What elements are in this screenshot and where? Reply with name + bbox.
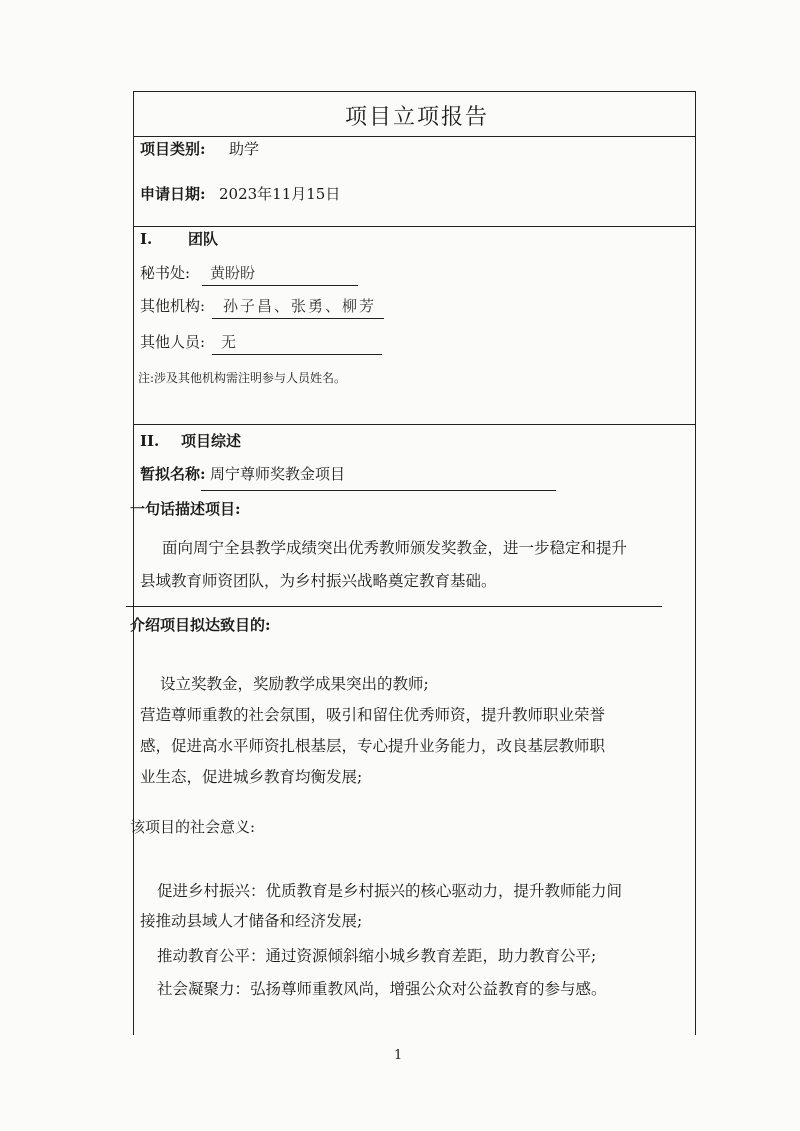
other-orgs-value: 孙子昌、张勇、柳芳 bbox=[223, 297, 377, 315]
page-number: 1 bbox=[394, 1048, 403, 1063]
project-name-label: 暂拟名称: bbox=[140, 465, 206, 483]
goals-line-2: 营造尊师重教的社会氛围，吸引和留住优秀师资，提升教师职业荣誉 bbox=[140, 706, 606, 724]
project-name-value: 周宁尊师奖教金项目 bbox=[210, 465, 346, 483]
significance-label: 该项目的社会意义: bbox=[130, 818, 256, 836]
one-line-line-1: 面向周宁全县教学成绩突出优秀教师颁发奖教金，进一步稳定和提升 bbox=[162, 539, 628, 557]
other-orgs-label: 其他机构: bbox=[140, 297, 206, 315]
date-value: 2023年11月15日 bbox=[219, 185, 341, 203]
section-i-numeral: I. bbox=[140, 230, 153, 248]
secretariat-value: 黄盼盼 bbox=[210, 264, 256, 282]
section-i-heading: 团队 bbox=[188, 230, 219, 248]
date-label: 申请日期: bbox=[140, 185, 206, 203]
category-value: 助学 bbox=[229, 140, 260, 158]
section-ii-numeral: II. bbox=[140, 432, 160, 450]
page-title: 项目立项报告 bbox=[345, 105, 490, 130]
project-name-underline bbox=[201, 490, 556, 491]
goals-line-4: 业生态，促进城乡教育均衡发展; bbox=[140, 768, 363, 786]
title-divider bbox=[133, 136, 695, 137]
other-orgs-underline bbox=[212, 318, 384, 319]
other-people-label: 其他人员: bbox=[140, 333, 206, 351]
one-line-underline bbox=[126, 606, 662, 607]
significance-line-2: 接推动县域人才储备和经济发展; bbox=[140, 912, 363, 930]
goals-line-1: 设立奖教金，奖励教学成果突出的教师; bbox=[160, 675, 429, 693]
other-people-value: 无 bbox=[221, 333, 237, 351]
secretariat-underline bbox=[202, 285, 358, 286]
section-ii-heading: 项目综述 bbox=[181, 432, 242, 450]
other-people-underline bbox=[212, 354, 382, 355]
goals-line-3: 感，促进高水平师资扎根基层，专心提升业务能力，改良基层教师职 bbox=[140, 737, 606, 755]
secretariat-label: 秘书处: bbox=[140, 264, 191, 282]
one-line-label: 一句话描述项目: bbox=[130, 500, 241, 518]
significance-line-3: 推动教育公平：通过资源倾斜缩小城乡教育差距，助力教育公平; bbox=[157, 947, 597, 965]
category-label: 项目类别: bbox=[140, 140, 206, 158]
section-divider-2 bbox=[133, 424, 695, 425]
significance-line-1: 促进乡村振兴：优质教育是乡村振兴的核心驱动力，提升教师能力间 bbox=[157, 882, 623, 900]
goals-label: 介绍项目拟达致目的: bbox=[130, 616, 271, 634]
team-note: 注:涉及其他机构需注明参与人员姓名。 bbox=[138, 371, 347, 385]
section-divider-1 bbox=[133, 226, 695, 227]
significance-line-4: 社会凝聚力：弘扬尊师重教风尚，增强公众对公益教育的参与感。 bbox=[157, 980, 607, 998]
one-line-line-2: 县域教育师资团队，为乡村振兴战略奠定教育基础。 bbox=[140, 572, 497, 590]
